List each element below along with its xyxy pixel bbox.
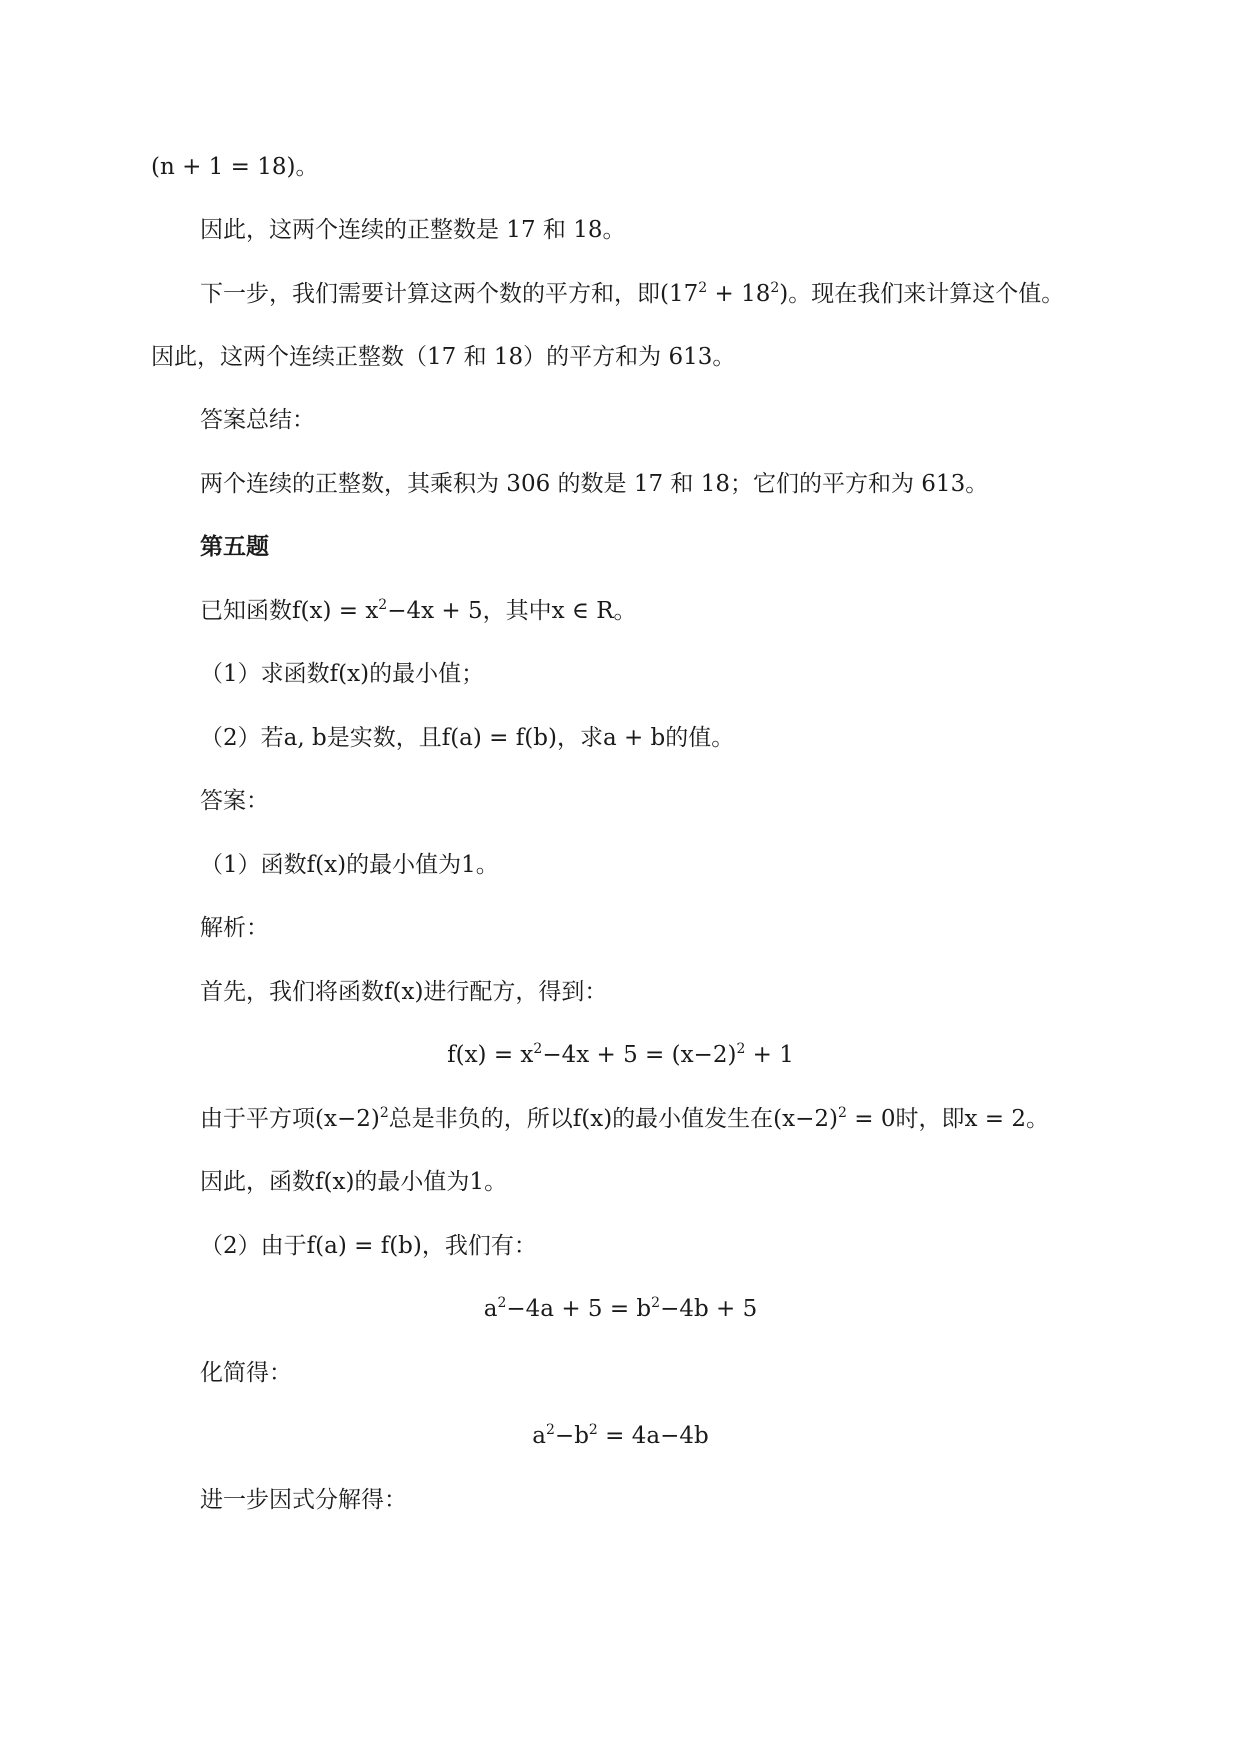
equation-simplified: $a^2-b^2 = 4a-4b$ — [532, 1422, 709, 1449]
analysis-label: 解析： — [200, 915, 269, 941]
paragraph-conclusion-numbers: 因此，这两个连续的正整数是 17 和 18。 — [200, 217, 626, 243]
answer-label: 答案： — [200, 788, 269, 814]
paragraph-sum-of-squares: 因此，这两个连续正整数（17 和 18）的平方和为 613。 — [151, 344, 736, 370]
factorization-label: 进一步因式分解得： — [200, 1487, 407, 1513]
question-2: （2）若a, b是实数，且f(a) = f(b)，求a + b的值。 — [200, 725, 735, 751]
analysis-minimum-reasoning: 由于平方项$(x-2)^2$总是非负的，所以f(x)的最小值发生在$(x-2)^2 = 0$时，即x = 2。 — [200, 1105, 1049, 1132]
simplify-label: 化简得： — [200, 1360, 292, 1386]
question-1: （1）求函数f(x)的最小值； — [200, 661, 485, 687]
equation-completing-square: $f(x) = x^2-4x + 5 = (x-2)^2 + 1$ — [447, 1041, 794, 1068]
section-heading: 第五题 — [200, 533, 269, 560]
paragraph-next-step: 下一步，我们需要计算这两个数的平方和，即$(17^2 + 18^2)$。现在我们来计算这个值。 — [200, 280, 1065, 307]
paragraph-answer-summary-label: 答案总结： — [200, 407, 315, 433]
paragraph-answer-summary: 两个连续的正整数，其乘积为 306 的数是 17 和 18；它们的平方和为 613。 — [200, 471, 989, 497]
answer-1: （1）函数f(x)的最小值为1。 — [200, 852, 499, 878]
paragraph-continuation: (n + 1 = 18)。 — [151, 154, 319, 180]
answer-2-intro: （2）由于f(a) = f(b)，我们有： — [200, 1233, 537, 1259]
problem-statement: 已知函数$f(x) = x^2-4x + 5$，其中x ∈ R。 — [200, 597, 637, 624]
analysis-intro: 首先，我们将函数f(x)进行配方，得到： — [200, 979, 608, 1005]
analysis-minimum-conclusion: 因此，函数f(x)的最小值为1。 — [200, 1169, 508, 1195]
equation-fa-equals-fb: $a^2-4a + 5 = b^2-4b + 5$ — [483, 1295, 758, 1322]
